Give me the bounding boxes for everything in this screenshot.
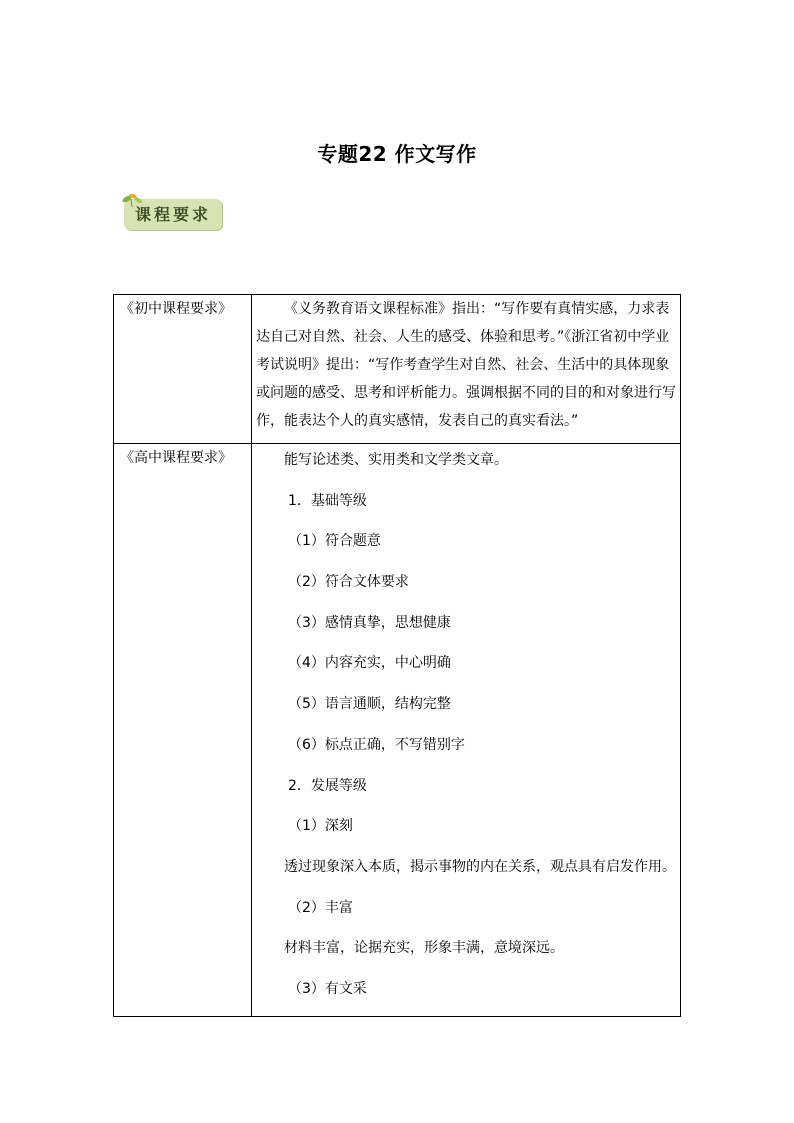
page-title: 专题22 作文写作	[317, 142, 477, 166]
course-requirements-badge	[118, 191, 224, 233]
list-item: 透过现象深入本质，揭示事物的内在关系，观点具有启发作用。	[284, 858, 676, 875]
list-item: （2）丰富	[288, 899, 353, 916]
senior-requirement-list	[256, 444, 676, 1016]
list-item: （3）有文采	[288, 980, 367, 997]
list-item: （5）语言通顺，结构完整	[288, 696, 451, 713]
list-item: （4）内容充实，中心明确	[288, 655, 451, 672]
list-item: （3）感情真挚，思想健康	[288, 614, 451, 631]
row-label: 《初中课程要求》	[114, 295, 252, 444]
list-item: 材料丰富，论据充实，形象丰满，意境深远。	[284, 940, 564, 957]
list-item: （1）深刻	[288, 818, 353, 835]
list-item: （6）标点正确，不写错别字	[288, 736, 465, 753]
list-item: 1．基础等级	[288, 492, 367, 509]
row-content	[252, 444, 681, 1017]
table-row	[114, 444, 681, 1017]
junior-requirement-text: 《义务教育语文课程标准》指出：“写作要有真情实感，力求表达自己对自然、社会、人生的感受、体验和思考。”《浙江省初中学业考试说明》提出：“写作考查学生对自然、社会、生活中的具体现象或问题的感受、思考和评析能力。强调根据不同的目的和对象进行写作，能表达个人的真实感情，发表自己的真实看法。”	[256, 301, 676, 429]
list-item: 2．发展等级	[288, 777, 367, 794]
table-row	[114, 295, 681, 444]
list-item: 能写论述类、实用类和文学类文章。	[284, 452, 508, 468]
badge-label: 课程要求	[134, 205, 211, 224]
course-requirements-table	[113, 294, 681, 1017]
list-item: （1）符合题意	[288, 533, 381, 550]
row-label: 《高中课程要求》	[114, 444, 252, 1017]
list-item: （2）符合文体要求	[288, 574, 409, 591]
row-content	[252, 295, 681, 444]
